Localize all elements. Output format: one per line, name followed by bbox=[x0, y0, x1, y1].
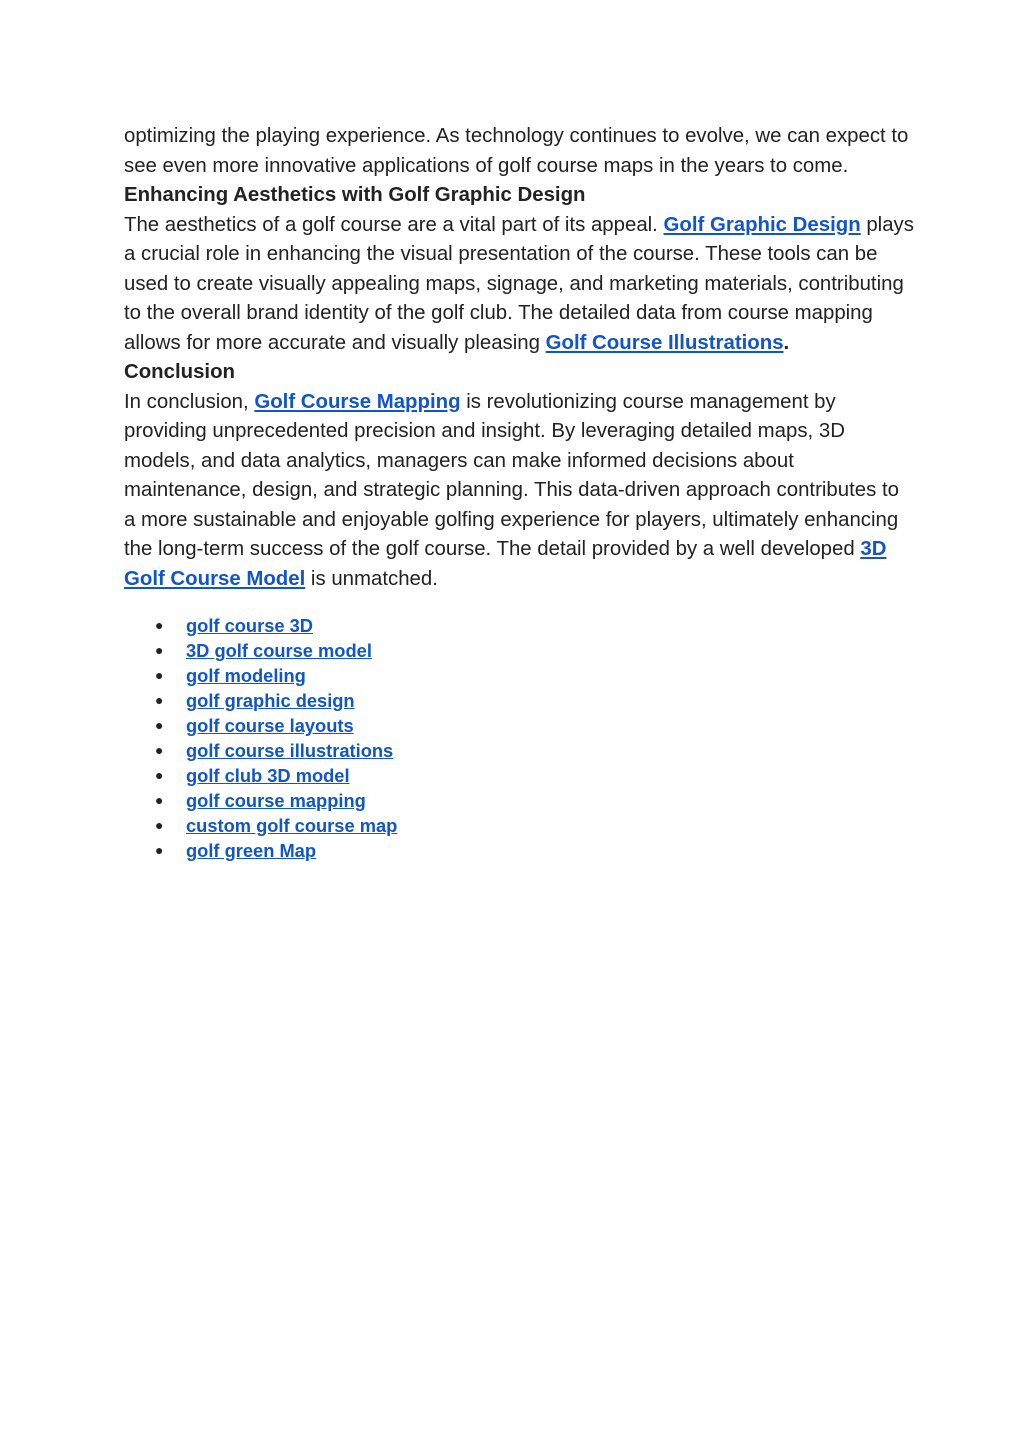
conclusion-paragraph bbox=[124, 388, 914, 595]
tag-link[interactable]: custom golf course map bbox=[186, 815, 398, 836]
tag-link[interactable]: golf course illustrations bbox=[186, 740, 394, 761]
conclusion-text-1: In conclusion, bbox=[124, 390, 255, 413]
tag-link[interactable]: golf course 3D bbox=[186, 615, 313, 636]
list-item bbox=[124, 838, 914, 863]
bullet-icon: ● bbox=[155, 842, 164, 858]
intro-text: optimizing the playing experience. As technology continues to evolve, we can expect to see even more innovative applications of golf course maps in the years to come. bbox=[124, 125, 909, 177]
list-item bbox=[124, 763, 914, 788]
conclusion-text-2: is revolutionizing course management by providing unprecedented precision and insight. By leveraging detailed maps, 3D models, and data analytics, managers can make informed decisions about maintenance, design, and strategic planning. This data-driven approach contributes to a more sustainable and enjoyable golfing experience for players, ultimately enhancing the long-term success of the golf course. The detail provided by a well developed bbox=[124, 390, 899, 560]
list-item bbox=[124, 663, 914, 688]
bullet-icon: ● bbox=[155, 692, 164, 708]
bullet-icon: ● bbox=[155, 742, 164, 758]
bullet-icon: ● bbox=[155, 617, 164, 633]
tag-link[interactable]: golf club 3D model bbox=[186, 765, 350, 786]
aesthetics-paragraph bbox=[124, 211, 914, 359]
bullet-icon: ● bbox=[155, 642, 164, 658]
golf-graphic-design-link[interactable]: Golf Graphic Design bbox=[663, 213, 861, 236]
tag-link[interactable]: golf green Map bbox=[186, 840, 317, 861]
3d-golf-course-model-link[interactable]: 3D Golf Course Model bbox=[124, 538, 887, 590]
list-item bbox=[124, 738, 914, 763]
list-item bbox=[124, 713, 914, 738]
list-item bbox=[124, 638, 914, 663]
golf-course-illustrations-link[interactable]: Golf Course Illustrations bbox=[545, 331, 784, 354]
list-item bbox=[124, 688, 914, 713]
aesthetics-heading: Enhancing Aesthetics with Golf Graphic Design bbox=[124, 184, 586, 206]
list-item bbox=[124, 813, 914, 838]
bullet-icon: ● bbox=[155, 817, 164, 833]
tag-link[interactable]: golf graphic design bbox=[186, 690, 355, 711]
aesthetics-end-punct: . bbox=[783, 331, 790, 354]
bullet-icon: ● bbox=[155, 717, 164, 733]
tag-link[interactable]: 3D golf course model bbox=[186, 640, 372, 661]
list-item bbox=[124, 788, 914, 813]
document-page bbox=[124, 122, 914, 863]
list-item bbox=[124, 613, 914, 638]
intro-paragraph bbox=[124, 122, 914, 181]
conclusion-heading: Conclusion bbox=[124, 361, 236, 383]
golf-course-mapping-link[interactable]: Golf Course Mapping bbox=[254, 390, 461, 413]
bullet-icon: ● bbox=[155, 767, 164, 783]
tag-link[interactable]: golf course layouts bbox=[186, 715, 354, 736]
bullet-icon: ● bbox=[155, 792, 164, 808]
tag-link[interactable]: golf course mapping bbox=[186, 790, 366, 811]
tag-link[interactable]: golf modeling bbox=[186, 665, 306, 686]
tag-link-list bbox=[124, 613, 914, 863]
aesthetics-text-2: plays a crucial role in enhancing the visual presentation of the course. These tools can be used to create visually appealing maps, signage, and marketing materials, contributing to the overall brand identity of the golf club. The detailed data from course mapping allows for more accurate and visually pleasing bbox=[124, 213, 914, 354]
conclusion-text-3: is unmatched. bbox=[305, 567, 438, 590]
aesthetics-text-1: The aesthetics of a golf course are a vital part of its appeal. bbox=[124, 213, 664, 236]
bullet-icon: ● bbox=[155, 667, 164, 683]
